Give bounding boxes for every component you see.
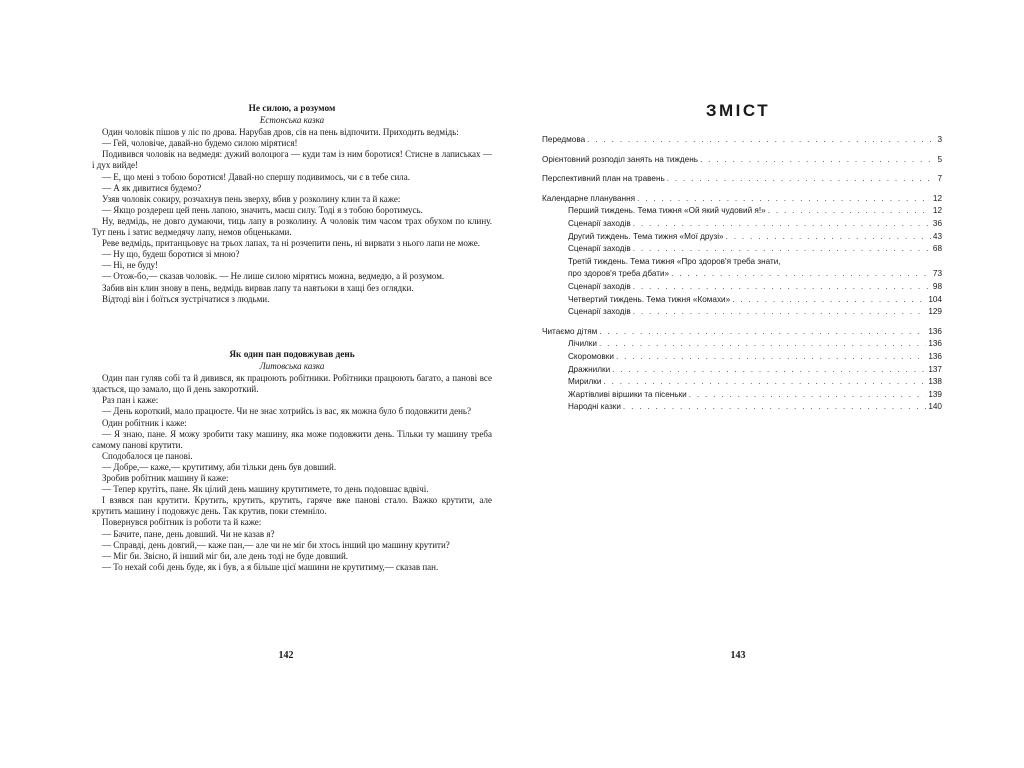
story-paragraph: — Бачите, пане, день довший. Чи не казав я? (102, 528, 275, 539)
story-paragraph: Зробив робітник машину й каже: (102, 473, 229, 484)
toc-entry[interactable] (542, 154, 942, 167)
story-paragraph: — Я знаю, пане. Я можу зробити таку машину, яка може подовжити день. Тільки ту машину треба самому панові крутити. (92, 428, 492, 450)
story-paragraph: — Е, що мені з тобою боротися! Давай-но спершу подивимось, чи є в тебе сила. (102, 171, 410, 182)
story-paragraph: Один пан гуляв собі та й дивився, як працюють робітники. Робітники працюють багато, а панові все здається, що замало, що й день закороткий. (92, 373, 492, 395)
toc-entry-label: Календарне планування (542, 193, 636, 203)
story-paragraph: — Міг би. Звісно, й інший міг би, але день тоді не буде довший. (102, 550, 349, 561)
story-paragraph: — Ні, не буду! (102, 260, 159, 271)
story-body (92, 127, 492, 305)
story-paragraph: — Справді, день довгий,— каже пан,— але чи не міг би хтось інший цю машину крутити? (102, 539, 450, 550)
story-paragraph: Узяв чоловік сокиру, розчахнув пень зверху, вбив у розколину клин та й каже: (102, 193, 401, 204)
toc-leader-dots (637, 193, 931, 206)
story-paragraph: — То нехай собі день буде, як і був, а я більше цієї машини не крутитиму,— сказав пан. (102, 561, 439, 572)
toc-entry-label: Сценарії заходів (568, 218, 631, 228)
toc-entry-page: 139 (928, 389, 942, 399)
story-paragraph: — А як дивитися будемо? (102, 182, 202, 193)
toc-entry-page: 12 (932, 206, 942, 216)
toc-leader-dots (671, 268, 931, 281)
toc-leader-dots (633, 306, 927, 319)
toc-entry-label: Дражнилки (568, 364, 611, 374)
toc-entry-page: 98 (932, 281, 942, 291)
toc-entry-label: Мирилки (568, 377, 602, 387)
story-paragraph: — Ну що, будеш боротися зі мною? (102, 249, 240, 260)
toc-entry-page: 5 (937, 154, 942, 164)
story-paragraph: — Отож-бо,— сказав чоловік. — Не лише силою мірятись можна, ведмедю, а й розумом. (102, 271, 445, 282)
story-title: Як один пан подовжував день (229, 350, 355, 360)
toc-entry-page: 136 (928, 351, 942, 361)
toc-leader-dots (633, 281, 931, 294)
toc-entry-label: Орієнтовний розподіл занять на тиждень (542, 154, 698, 164)
story-paragraph: — Гей, чоловіче, давай-но будемо силою мірятися! (102, 138, 298, 149)
toc-entry-label: Сценарії заходів (568, 244, 631, 254)
toc-leader-dots (612, 364, 926, 377)
toc-entry-page: 36 (932, 218, 942, 228)
story-paragraph: Сподобалося це панові. (102, 450, 193, 461)
toc-entry-label: Народні казки (568, 402, 621, 412)
toc-entry[interactable] (542, 205, 942, 218)
toc-entry[interactable] (542, 134, 942, 147)
toc-entry[interactable] (542, 256, 942, 281)
story-paragraph: Один чоловік пішов у ліс по дрова. Нарубав дров, сів на пень відпочити. Приходить ведмідь: (102, 127, 459, 138)
page-number: 143 (730, 650, 746, 661)
story-paragraph: — Тепер крутіть, пане. Як цілий день машину крутитимете, то день подовшає вдвічі. (102, 484, 429, 495)
story-paragraph: — Якщо роздереш цей пень лапою, значить, маєш силу. Тоді я з тобою боротимусь. (102, 204, 423, 215)
toc-title: ЗМІСТ (705, 101, 771, 120)
toc-leader-dots (587, 134, 935, 147)
toc-entry[interactable] (542, 281, 942, 294)
toc-leader-dots (616, 351, 926, 364)
toc-entry[interactable] (542, 338, 942, 351)
toc-leader-dots (633, 218, 931, 231)
toc-leader-dots (726, 231, 931, 244)
toc-leader-dots (689, 389, 927, 402)
story-paragraph: Забив він клин знову в пень, ведмідь вирвав лапу та навтьоки в хащі без оглядки. (102, 282, 414, 293)
toc-entry-label: Перспективний план на травень (542, 174, 665, 184)
toc-leader-dots (623, 401, 926, 414)
toc-entry[interactable] (542, 173, 942, 186)
toc-entry-page: 43 (932, 231, 942, 241)
toc-entry-page: 136 (928, 339, 942, 349)
toc-leader-dots (599, 326, 926, 339)
toc-leader-dots (700, 154, 935, 167)
toc-entry-label: Лічилки (568, 339, 597, 349)
toc-entry-page: 7 (937, 174, 942, 184)
toc-entry-label: Сценарії заходів (568, 281, 631, 291)
toc-entry[interactable] (542, 218, 942, 231)
toc-entry-label: Перший тиждень. Тема тижня «Ой який чудовий я!» (568, 206, 766, 216)
table-of-contents (542, 134, 942, 414)
toc-entry-page: 137 (928, 364, 942, 374)
toc-entry-page: 129 (928, 307, 942, 317)
story-title: Не силою, а розумом (248, 104, 336, 114)
story-subtitle: Литовська казка (259, 361, 325, 372)
story-paragraph: — День короткий, мало працюєте. Чи не знає хотрийсь із вас, як можна було б подовжити день? (102, 406, 472, 417)
story-paragraph: Один робітник і каже: (102, 417, 187, 428)
story-estonian (92, 104, 492, 305)
toc-entry-label: Читаємо дітям (542, 326, 598, 336)
toc-entry-label: Третій тиждень. Тема тижня «Про здоров'я треба знати, (568, 256, 781, 266)
page-number: 142 (278, 650, 294, 661)
story-lithuanian (92, 350, 492, 573)
toc-entry-page: 12 (932, 193, 942, 203)
toc-entry-page: 3 (937, 135, 942, 144)
toc-entry-label: Передмова (542, 135, 586, 144)
story-paragraph: — Добре,— каже,— крутитиму, аби тільки день був довший. (102, 461, 337, 472)
story-paragraph: Реве ведмідь, пританцьовує на трьох лапах, та ні розчепити пень, ні вирвати з нього лапи не може. (102, 238, 480, 249)
toc-entry-label: Четвертий тиждень. Тема тижня «Комахи» (568, 294, 731, 304)
toc-entry-page: 140 (928, 402, 942, 412)
toc-entry-page: 136 (928, 326, 942, 336)
toc-entry[interactable] (542, 243, 942, 256)
story-paragraph: Ну, ведмідь, не довго думаючи, тиць лапу в розколину. А чоловік тим часом трах обухом по клину. Тут пень і затис ведмедячу лапу, немов обценьками. (92, 215, 492, 238)
story-body (92, 373, 492, 573)
toc-entry[interactable] (542, 306, 942, 319)
story-paragraph: Повернувся робітник із роботи та й каже: (102, 517, 262, 528)
toc-entry[interactable] (542, 376, 942, 389)
toc-leader-dots (768, 205, 931, 218)
toc-entry-page: 68 (932, 244, 942, 254)
story-paragraph: І взявся пан крутити. Крутить, крутить, крутить, гаряче вже панові стало. Важко крутити, але крутить машину і подовжує день. Так крутив, поки стемніло. (92, 495, 492, 517)
story-paragraph: Раз пан і каже: (102, 395, 159, 406)
toc-entry-label: Другий тиждень. Тема тижня «Мої друзі» (568, 231, 724, 241)
toc-entry[interactable] (542, 364, 942, 377)
left-page (60, 0, 512, 768)
toc-entry[interactable] (542, 326, 942, 339)
toc-entry[interactable] (542, 351, 942, 364)
right-page (512, 0, 964, 768)
story-subtitle: Естонська казка (259, 115, 325, 126)
toc-entry-page: 138 (928, 377, 942, 387)
toc-entry-label: Жартівливі віршики та пісеньки (568, 389, 687, 399)
story-paragraph: Подивився чоловік на ведмедя: дужий волоцюга — куди там із ним боротися! Стисне в лаписьках — і дух вийде! (92, 149, 492, 171)
toc-entry-label: Сценарії заходів (568, 307, 631, 317)
toc-entry[interactable] (542, 231, 942, 244)
toc-leader-dots (599, 338, 926, 351)
toc-entry[interactable] (542, 193, 942, 206)
toc-entry-page: 104 (928, 294, 942, 304)
toc-entry-page: 73 (932, 269, 942, 279)
toc-leader-dots (603, 376, 926, 389)
toc-entry-label-continued: про здоров'я треба дбати» (568, 269, 670, 279)
story-paragraph: Відтоді він і боїться зустрічатися з людьми. (102, 293, 270, 304)
toc-entry[interactable] (542, 294, 942, 307)
toc-leader-dots (633, 243, 931, 256)
toc-leader-dots (667, 173, 936, 186)
toc-leader-dots (732, 294, 926, 307)
toc-entry[interactable] (542, 389, 942, 402)
toc-entry-label: Скоромовки (568, 351, 614, 361)
toc-entry[interactable] (542, 401, 942, 414)
